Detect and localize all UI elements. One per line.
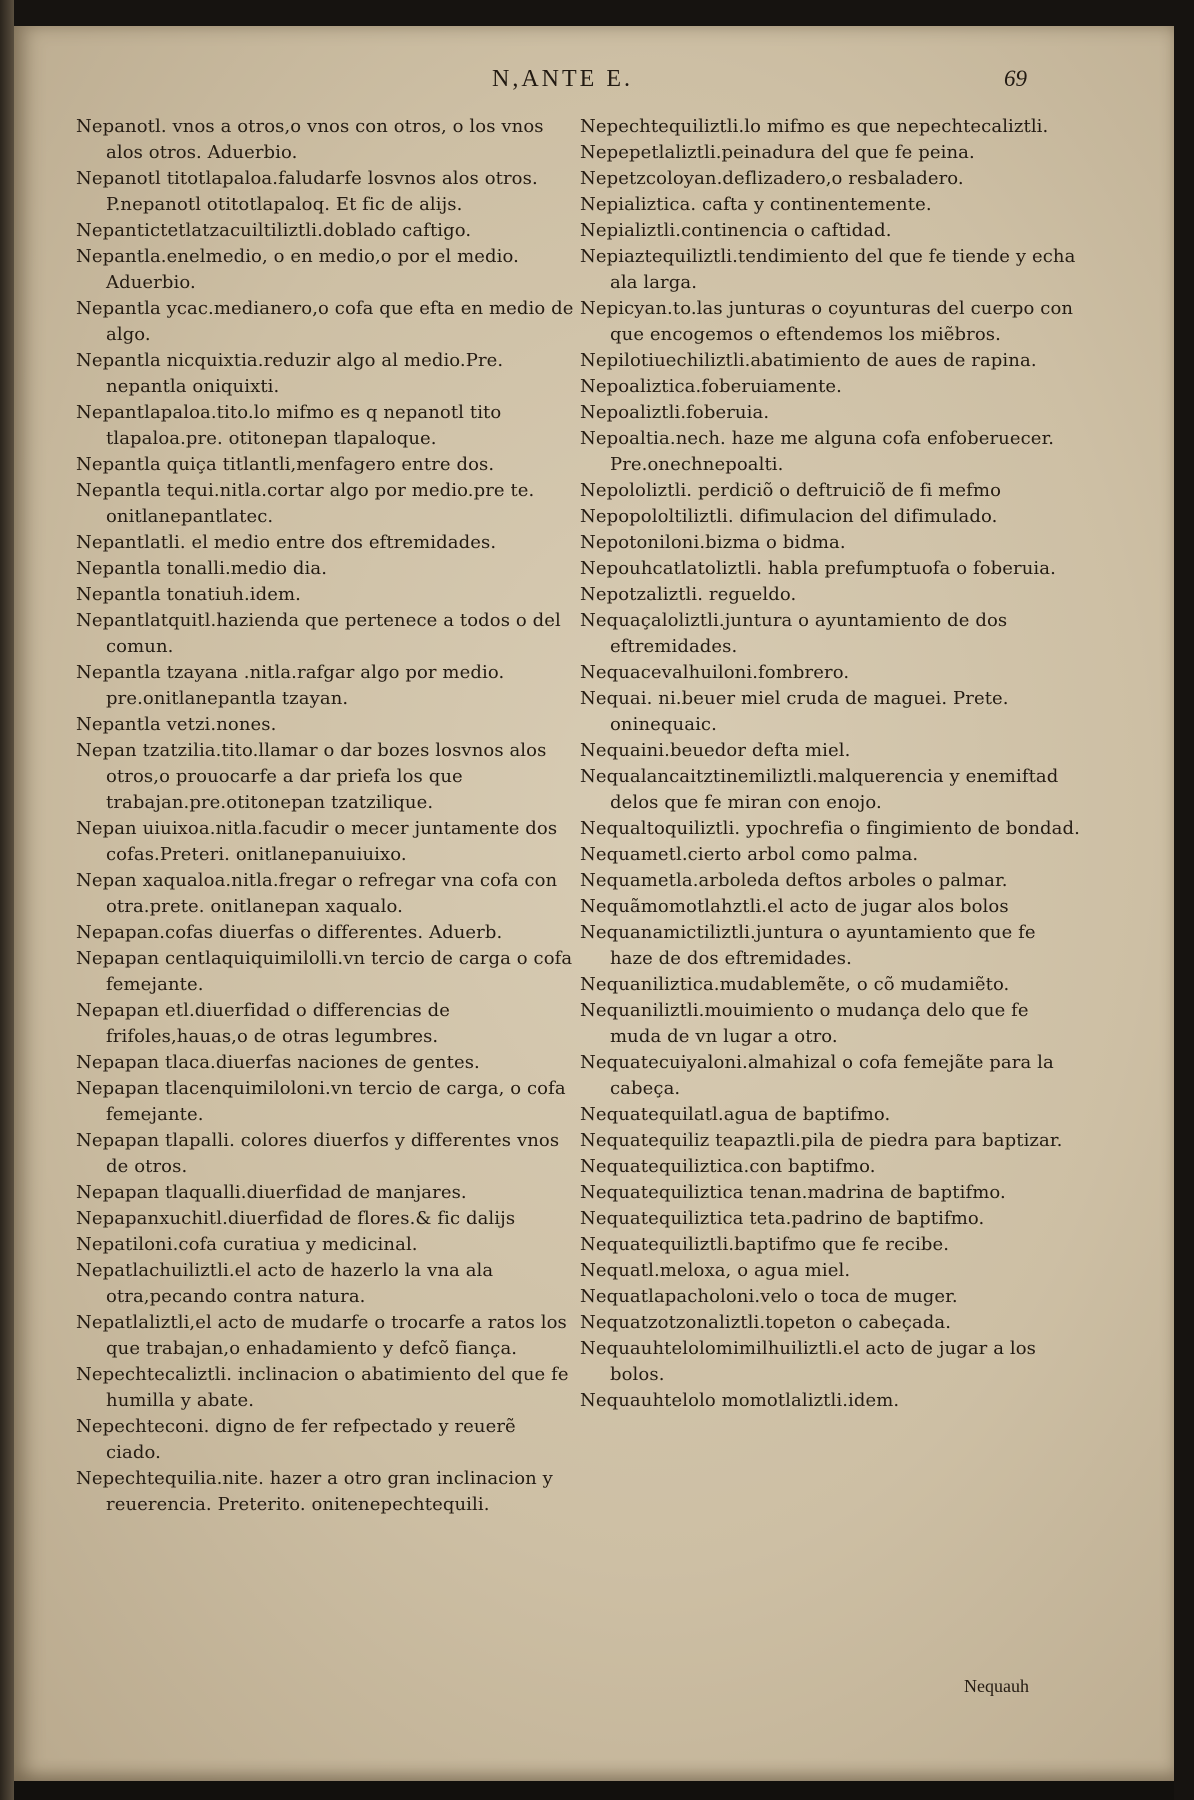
dictionary-entry: Nequacevalhuiloni.fombrero. bbox=[580, 662, 850, 683]
dictionary-entry: Nepantlatli. el medio entre dos eftremidades. bbox=[76, 532, 497, 553]
right-column bbox=[580, 114, 1080, 1414]
dictionary-entry: Nepapan tlacenquimiloloni.vn tercio de carga, o cofa femejante. bbox=[76, 1078, 566, 1125]
scan-bottom-edge bbox=[14, 1781, 1174, 1800]
dictionary-entry: Nequatequiliztica teta.padrino de baptifmo. bbox=[580, 1208, 985, 1229]
dictionary-entry: Nepotzaliztli. regueldo. bbox=[580, 584, 797, 605]
dictionary-entry: Nequatequiliztica.con baptifmo. bbox=[580, 1156, 876, 1177]
dictionary-entry: Nequaçaloliztli.juntura o ayuntamiento de dos eftremidades. bbox=[580, 610, 1008, 657]
dictionary-entry: Nepan tzatzilia.tito.llamar o dar bozes losvnos alos otros,o prouocarfe a dar priefa los que trabajan.pre.otitonepan tzatzilique. bbox=[76, 740, 547, 813]
dictionary-entry: Nepan uiuixoa.nitla.facudir o mecer juntamente dos cofas.Preteri. onitlanepanuiuixo. bbox=[76, 818, 558, 865]
dictionary-entry: Nequatlapacholoni.velo o toca de muger. bbox=[580, 1286, 958, 1307]
dictionary-entry: Nepapan.cofas diuerfas o differentes. Aduerb. bbox=[76, 922, 503, 943]
catchword: Nequauh bbox=[964, 1676, 1029, 1696]
dictionary-entry: Nepapan tlaca.diuerfas naciones de gentes. bbox=[76, 1052, 480, 1073]
dictionary-entry: Nepatiloni.cofa curatiua y medicinal. bbox=[76, 1234, 418, 1255]
dictionary-entry: Nepapan tlaqualli.diuerfidad de manjares. bbox=[76, 1182, 467, 1203]
dictionary-entry: Nequanamictiliztli.juntura o ayuntamiento que fe haze de dos eftremidades. bbox=[580, 922, 1036, 969]
dictionary-entry: Nepopololtiliztli. difimulacion del difimulado. bbox=[580, 506, 998, 527]
dictionary-entry: Nequatequilatl.agua de baptifmo. bbox=[580, 1104, 891, 1125]
dictionary-entry: Nepializtli.continencia o caftidad. bbox=[580, 220, 892, 241]
dictionary-entry: Nepatlachuiliztli.el acto de hazerlo la vna ala otra,pecando contra natura. bbox=[76, 1260, 494, 1307]
dictionary-entry: Nepiaztequiliztli.tendimiento del que fe tiende y echa ala larga. bbox=[580, 246, 1076, 293]
dictionary-entry: Nequaniliztli.mouimiento o mudança delo que fe muda de vn lugar a otro. bbox=[580, 1000, 1029, 1047]
dictionary-entry: Nepapanxuchitl.diuerfidad de flores.& fic dalijs bbox=[76, 1208, 516, 1229]
dictionary-entry: Nequatequiliztli.baptifmo que fe recibe. bbox=[580, 1234, 950, 1255]
dictionary-entry: Nepantla quiça titlantli,menfagero entre dos. bbox=[76, 454, 495, 475]
dictionary-entry: Nepantla tonalli.medio dia. bbox=[76, 558, 328, 579]
dictionary-entry: Nepechteconi. digno de fer refpectado y reuerẽ ciado. bbox=[76, 1416, 516, 1463]
page-number: 69 bbox=[1004, 66, 1027, 91]
dictionary-entry: Nequatequiliztica tenan.madrina de baptifmo. bbox=[580, 1182, 1006, 1203]
dictionary-entry: Nequaltoquiliztli. ypochrefia o fingimiento de bondad. bbox=[580, 818, 1080, 839]
dictionary-entry: Nepechtecaliztli. inclinacion o abatimiento del que fe humilla y abate. bbox=[76, 1364, 569, 1411]
dictionary-entry: Nequauhtelolo momotlaliztli.idem. bbox=[580, 1390, 900, 1411]
dictionary-entry: Nepoaliztica.foberuiamente. bbox=[580, 376, 842, 397]
dictionary-entry: Nepanotl. vnos a otros,o vnos con otros, o los vnos alos otros. Aduerbio. bbox=[76, 116, 544, 163]
dictionary-entry: Nepantla vetzi.nones. bbox=[76, 714, 277, 735]
dictionary-entry: Nepantlatquitl.hazienda que pertenece a todos o del comun. bbox=[76, 610, 561, 657]
dictionary-entry: Nepapan tlapalli. colores diuerfos y differentes vnos de otros. bbox=[76, 1130, 560, 1177]
dictionary-entry: Nepechtequilia.nite. hazer a otro gran inclinacion y reuerencia. Preterito. onitenepechtequili. bbox=[76, 1468, 553, 1515]
dictionary-entry: Nepantla.enelmedio, o en medio,o por el medio. Aduerbio. bbox=[76, 246, 519, 293]
dictionary-entry: Nepantla tonatiuh.idem. bbox=[76, 584, 302, 605]
dictionary-entry: Nepanotl titotlapaloa.faludarfe losvnos alos otros. P.nepanotl otitotlapaloq. Et fic de alijs. bbox=[76, 168, 538, 215]
dictionary-entry: Nequãmomotlahztli.el acto de jugar alos bolos bbox=[580, 896, 1009, 917]
dictionary-entry: Nepantla tzayana .nitla.rafgar algo por medio. pre.onitlanepantla tzayan. bbox=[76, 662, 505, 709]
dictionary-entry: Nepetzcoloyan.deflizadero,o resbaladero. bbox=[580, 168, 964, 189]
dictionary-entry: Nepantlapaloa.tito.lo mifmo es q nepanotl tito tlapaloa.pre. otitonepan tlapaloque. bbox=[76, 402, 502, 449]
dictionary-entry: Nepepetlaliztli.peinadura del que fe peina. bbox=[580, 142, 975, 163]
left-column bbox=[76, 114, 576, 1518]
dictionary-entry: Nepicyan.to.las junturas o coyunturas del cuerpo con que encogemos o eftendemos los miẽbros. bbox=[580, 298, 1074, 345]
dictionary-entry: Nepantla nicquixtia.reduzir algo al medio.Pre. nepantla oniquixti. bbox=[76, 350, 504, 397]
dictionary-entry: Nepan xaqualoa.nitla.fregar o refregar vna cofa con otra.prete. onitlanepan xaqualo. bbox=[76, 870, 558, 917]
dictionary-entry: Nepechtequiliztli.lo mifmo es que nepechtecaliztli. bbox=[580, 116, 1049, 137]
dictionary-entry: Nepoaliztli.foberuia. bbox=[580, 402, 770, 423]
dictionary-entry: Nequai. ni.beuer miel cruda de maguei. Prete. oninequaic. bbox=[580, 688, 1009, 735]
dictionary-entry: Nepoaltia.nech. haze me alguna cofa enfoberuecer. Pre.onechnepoalti. bbox=[580, 428, 1055, 475]
book-page bbox=[14, 26, 1174, 1781]
dictionary-entry: Nepololiztli. perdiciõ o deftruiciõ de fi mefmo bbox=[580, 480, 1002, 501]
dictionary-entry: Nequatzotzonaliztli.topeton o cabeçada. bbox=[580, 1312, 952, 1333]
dictionary-entry: Nepouhcatlatoliztli. habla prefumptuofa o foberuia. bbox=[580, 558, 1056, 579]
dictionary-entry: Nequatequiliz teapaztli.pila de piedra para baptizar. bbox=[580, 1130, 1063, 1151]
dictionary-entry: Nequametla.arboleda deftos arboles o palmar. bbox=[580, 870, 1008, 891]
dictionary-entry: Nepotoniloni.bizma o bidma. bbox=[580, 532, 846, 553]
dictionary-entry: Nepantla tequi.nitla.cortar algo por medio.pre te. onitlanepantlatec. bbox=[76, 480, 535, 527]
dictionary-entry: Nequalancaitztinemiliztli.malquerencia y enemiftad delos que fe miran con enojo. bbox=[580, 766, 1059, 813]
dictionary-entry: Nequametl.cierto arbol como palma. bbox=[580, 844, 919, 865]
dictionary-entry: Nepantictetlatzacuiltiliztli.doblado caftigo. bbox=[76, 220, 472, 241]
dictionary-entry: Nepapan centlaquiquimilolli.vn tercio de carga o cofa femejante. bbox=[76, 948, 573, 995]
dictionary-entry: Nequatl.meloxa, o agua miel. bbox=[580, 1260, 851, 1281]
dictionary-entry: Nepantla ycac.medianero,o cofa que efta en medio de algo. bbox=[76, 298, 574, 345]
dictionary-entry: Nequauhtelolomimilhuiliztli.el acto de jugar a los bolos. bbox=[580, 1338, 1036, 1385]
dictionary-entry: Nequaini.beuedor defta miel. bbox=[580, 740, 851, 761]
dictionary-entry: Nepilotiuechiliztli.abatimiento de aues de rapina. bbox=[580, 350, 1037, 371]
dictionary-entry: Nepapan etl.diuerfidad o differencias de frifoles,hauas,o de otras legumbres. bbox=[76, 1000, 451, 1047]
dictionary-entry: Nequaniliztica.mudablemẽte, o cõ mudamiẽto. bbox=[580, 974, 1010, 995]
dictionary-entry: Nepializtica. cafta y continentemente. bbox=[580, 194, 932, 215]
dictionary-entry: Nequatecuiyaloni.almahizal o cofa femejãte para la cabeça. bbox=[580, 1052, 1054, 1099]
dictionary-entry: Nepatlaliztli,el acto de mudarfe o trocarfe a ratos los que trabajan,o enhadamiento y defcõ fiança. bbox=[76, 1312, 567, 1359]
running-head: N,ANTE E. bbox=[492, 66, 633, 92]
